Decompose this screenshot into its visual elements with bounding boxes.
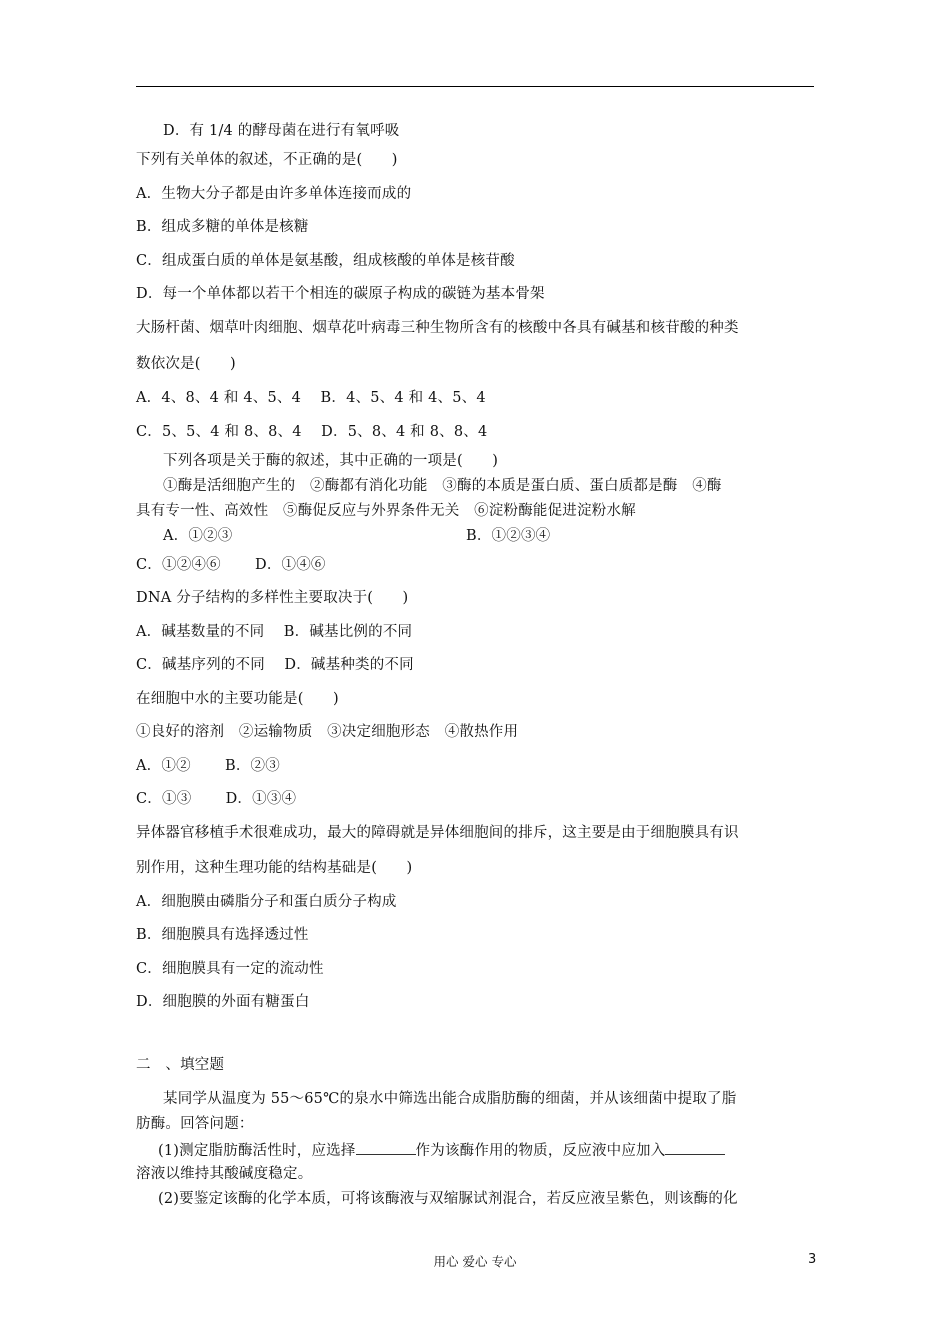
q5-stem: DNA 分子结构的多样性主要取决于( ) (136, 590, 409, 606)
q4-stem: 下列各项是关于酶的叙述，其中正确的一项是( ) (163, 453, 499, 469)
q2-stem: 下列有关单体的叙述，不正确的是( ) (136, 152, 398, 168)
q6-stem: 在细胞中水的主要功能是( ) (136, 691, 339, 707)
q7-option-b: B．细胞膜具有选择透过性 (136, 927, 309, 943)
q2-option-d: D．每一个单体都以若干个相连的碳原子构成的碳链为基本骨架 (136, 286, 545, 302)
q3-options-cd: C．5、5、4 和 8、8、4 D．5、8、4 和 8、8、4 (136, 424, 488, 440)
q7-option-a: A．细胞膜由磷脂分子和蛋白质分子构成 (136, 894, 397, 910)
q3-stem-line2: 数依次是( ) (136, 356, 236, 372)
q5-options-ab: A．碱基数量的不同 B．碱基比例的不同 (136, 624, 413, 640)
answer-blank-2[interactable] (665, 1142, 725, 1155)
q5-options-cd: C．碱基序列的不同 D．碱基种类的不同 (136, 657, 414, 673)
answer-blank-1[interactable] (356, 1142, 416, 1155)
page-number: 3 (808, 1252, 817, 1267)
q2-option-b: B．组成多糖的单体是核糖 (136, 219, 309, 235)
q4-option-a: A．①②③ (163, 528, 233, 544)
fill-question-line2: 肪酶。回答问题： (136, 1116, 254, 1132)
section-heading: 二 、填空题 (136, 1057, 225, 1073)
q2-option-c: C．组成蛋白质的单体是氨基酸，组成核酸的单体是核苷酸 (136, 253, 515, 269)
q4-options-cd: C．①②④⑥ D．①④⑥ (136, 557, 326, 573)
q6-options-cd: C．①③ D．①③④ (136, 791, 297, 807)
q1-option-d: D．有 1/4 的酵母菌在进行有氧呼吸 (163, 123, 400, 139)
sub1-text-b: 作为该酶作用的物质，反应液中应加入 (415, 1143, 666, 1159)
fill-question-line1: 某同学从温度为 55～65℃的泉水中筛选出能合成脂肪酶的细菌，并从该细菌中提取了脂 (163, 1091, 737, 1107)
q4-items-line2: 具有专一性、高效性 ⑤酶促反应与外界条件无关 ⑥淀粉酶能促进淀粉水解 (136, 503, 636, 519)
q3-options-ab: A．4、8、4 和 4、5、4 B．4、5、4 和 4、5、4 (136, 390, 486, 406)
q6-options-ab: A．①② B．②③ (136, 758, 280, 774)
fill-question-sub1-cont: 溶液以维持其酸碱度稳定。 (136, 1166, 313, 1182)
fill-question-sub2: (2)要鉴定该酶的化学本质，可将该酶液与双缩脲试剂混合，若反应液呈紫色，则该酶的化 (158, 1191, 738, 1207)
q7-stem-line1: 异体器官移植手术很难成功，最大的障碍就是异体细胞间的排斥，这主要是由于细胞膜具有识 (136, 825, 739, 841)
q3-stem-line1: 大肠杆菌、烟草叶肉细胞、烟草花叶病毒三种生物所含有的核酸中各具有碱基和核苷酸的种类 (136, 320, 739, 336)
sub1-text-a: (1)测定脂肪酶活性时，应选择 (158, 1143, 356, 1159)
q2-option-a: A．生物大分子都是由许多单体连接而成的 (136, 186, 412, 202)
q7-option-c: C．细胞膜具有一定的流动性 (136, 961, 324, 977)
q7-stem-line2: 别作用，这种生理功能的结构基础是( ) (136, 860, 413, 876)
q6-items: ①良好的溶剂 ②运输物质 ③决定细胞形态 ④散热作用 (136, 724, 519, 740)
q4-option-b: B．①②③④ (466, 528, 551, 544)
page-footer: 用心 爱心 专心 (433, 1254, 517, 1269)
q4-items-line1: ①酶是活细胞产生的 ②酶都有消化功能 ③酶的本质是蛋白质、蛋白质都是酶 ④酶 (163, 478, 722, 494)
q7-option-d: D．细胞膜的外面有糖蛋白 (136, 994, 310, 1010)
fill-question-sub1 (158, 1142, 725, 1159)
header-rule (136, 86, 814, 87)
